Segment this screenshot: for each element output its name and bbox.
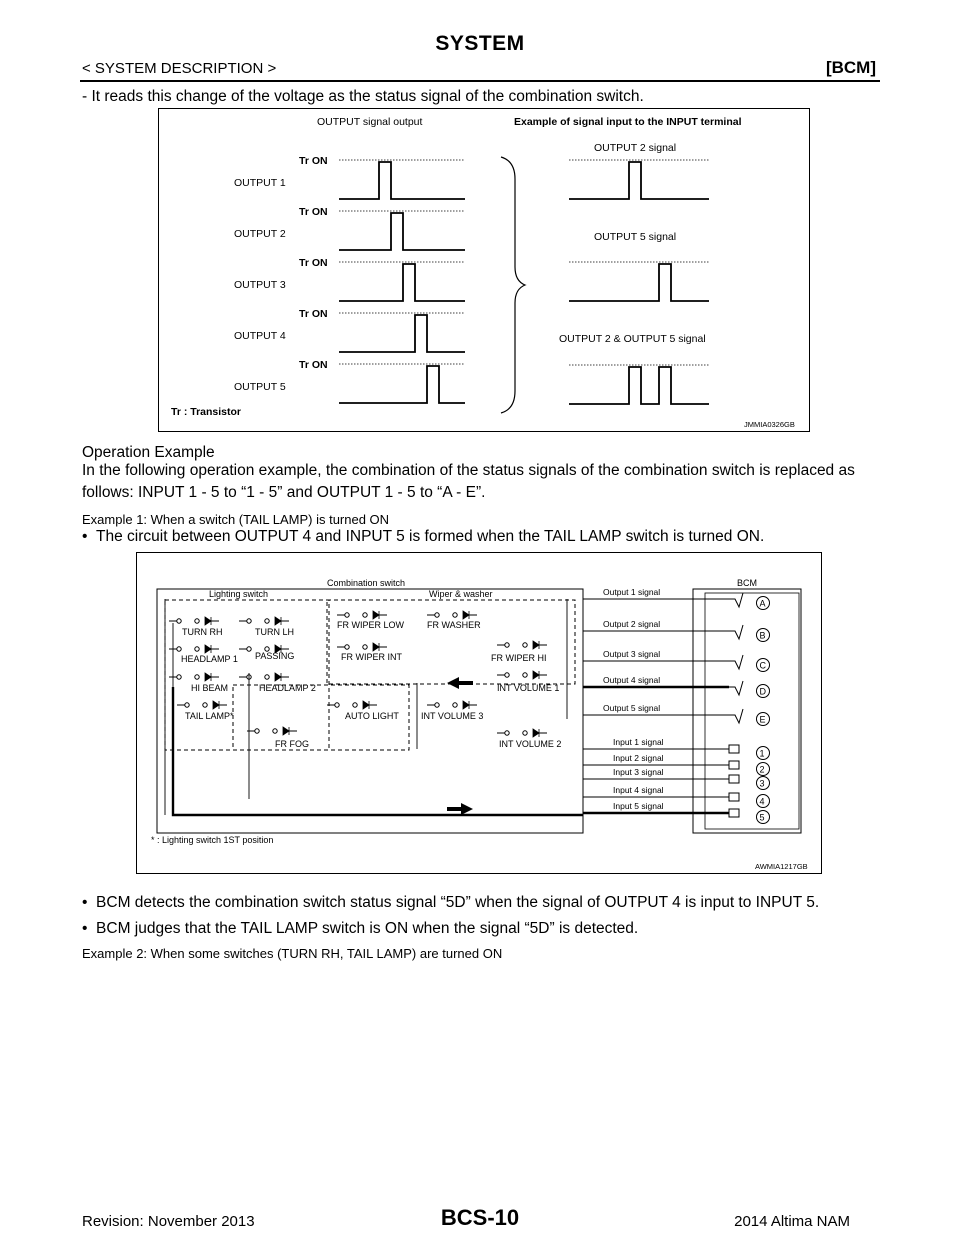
contact-icon	[195, 619, 199, 623]
signal-label: Input 2 signal	[613, 753, 664, 763]
diode-icon	[533, 641, 539, 649]
example-signal-label: OUTPUT 2 signal	[594, 142, 677, 154]
signal-label: Output 3 signal	[603, 649, 661, 659]
contact-icon	[353, 703, 357, 707]
contact-icon	[177, 647, 181, 651]
contact-icon	[505, 673, 509, 677]
contact-icon	[363, 645, 367, 649]
pulse-waveform	[339, 366, 465, 403]
diode-icon	[283, 727, 289, 735]
signal-label: Input 3 signal	[613, 767, 664, 777]
diode-icon	[533, 729, 539, 737]
wiper-washer-label: Wiper & washer	[429, 589, 493, 599]
contact-icon	[273, 729, 277, 733]
contact-icon	[195, 647, 199, 651]
terminal-label: 5	[759, 812, 765, 823]
contact-icon	[255, 729, 259, 733]
tr-on-label: Tr ON	[299, 155, 328, 167]
signal-label: Output 4 signal	[603, 675, 661, 685]
contact-icon	[435, 703, 439, 707]
output-label: OUTPUT 1	[234, 177, 286, 189]
bullet-mark: •	[82, 528, 97, 545]
example2-heading: Example 2: When some switches (TURN RH, TAIL LAMP) are turned ON	[82, 946, 503, 961]
terminal-label: D	[759, 686, 766, 697]
switch-label: FR WIPER LOW	[337, 620, 404, 630]
contact-icon	[363, 613, 367, 617]
terminal-label: C	[759, 660, 766, 671]
contact-icon	[453, 613, 457, 617]
contact-icon	[453, 703, 457, 707]
signal-label: Output 1 signal	[603, 587, 661, 597]
example-signal-label: OUTPUT 5 signal	[594, 231, 677, 243]
transistor-icon	[729, 655, 743, 669]
signal-label: Output 5 signal	[603, 703, 661, 713]
switch-label: INT VOLUME 1	[497, 683, 560, 693]
section-label: < SYSTEM DESCRIPTION >	[82, 60, 277, 77]
signal-label: Input 4 signal	[613, 785, 664, 795]
bullet2-text-2: BCM judges that the TAIL LAMP switch is ON when the signal “5D” is detected.	[96, 920, 639, 937]
switch-label: FR WIPER HI	[491, 653, 547, 663]
diode-icon	[275, 617, 281, 625]
switch-label: TURN RH	[182, 627, 223, 637]
switch-label: TAIL LAMP*	[185, 711, 234, 721]
diode-icon	[533, 671, 539, 679]
signal-timing-figure	[158, 108, 810, 432]
diode-icon	[275, 673, 281, 681]
contact-icon	[345, 645, 349, 649]
lighting-switch-label: Lighting switch	[209, 589, 269, 599]
footer-revision: Revision: November 2013	[82, 1213, 255, 1230]
bcm-label: BCM	[737, 578, 757, 588]
combination-switch-label: Combination switch	[327, 578, 406, 588]
switch-label: HI BEAM	[191, 683, 229, 693]
active-circuit	[173, 687, 583, 815]
fig1-right-heading: Example of signal input to the INPUT terminal	[514, 116, 742, 128]
fig1-code: JMMIA0326GB	[744, 420, 795, 429]
diode-icon	[463, 611, 469, 619]
page-title: SYSTEM	[435, 32, 525, 55]
terminal-label: B	[759, 630, 766, 641]
example-waveform	[569, 367, 709, 404]
switch-label: HEADLAMP 1	[181, 654, 238, 664]
switch-label: TURN LH	[255, 627, 295, 637]
terminal-label: 3	[759, 778, 765, 789]
list-item: • BCM detects the combination switch status signal “5D” when the signal of OUTPUT 4 is input to INPUT 5.	[82, 894, 820, 911]
contact-icon	[247, 619, 251, 623]
output-label: OUTPUT 3	[234, 279, 286, 291]
contact-icon	[505, 731, 509, 735]
switch-label: FR FOG	[275, 739, 309, 749]
output-label: OUTPUT 5	[234, 381, 286, 393]
switch-label: FR WASHER	[427, 620, 481, 630]
arrow-right-icon	[447, 803, 473, 815]
fig2-code: AWMIA1217GB	[755, 862, 808, 871]
switch-label: PASSING	[255, 651, 295, 661]
contact-icon	[523, 643, 527, 647]
contact-icon	[523, 673, 527, 677]
pulse-waveform	[339, 315, 465, 352]
transistor-icon	[729, 625, 743, 639]
transistor-icon	[729, 681, 743, 695]
pulse-waveform	[339, 213, 465, 250]
input-buffer-icon	[729, 793, 739, 801]
switch-label: INT VOLUME 2	[499, 739, 562, 749]
terminal-label: 1	[759, 748, 765, 759]
terminal-label: 2	[759, 764, 765, 775]
fig1-legend: Tr : Transistor	[171, 406, 242, 418]
switch-label: AUTO LIGHT	[345, 711, 399, 721]
terminal-label: 4	[759, 796, 765, 807]
tr-on-label: Tr ON	[299, 257, 328, 269]
diode-icon	[363, 701, 369, 709]
footer-model: 2014 Altima NAM	[734, 1213, 850, 1230]
contact-icon	[195, 675, 199, 679]
switch-label: HEADLAMP 2	[259, 683, 316, 693]
bullet2-text-1: BCM detects the combination switch status signal “5D” when the signal of OUTPUT 4 is input to INPUT 5.	[96, 894, 820, 911]
contact-icon	[523, 731, 527, 735]
contact-icon	[265, 619, 269, 623]
example-waveform	[569, 162, 709, 199]
signal-label: Input 1 signal	[613, 737, 664, 747]
diode-icon	[463, 701, 469, 709]
circuit-figure	[136, 552, 822, 874]
contact-icon	[505, 643, 509, 647]
signal-label: Input 5 signal	[613, 801, 664, 811]
intro-line: - It reads this change of the voltage as the status signal of the combination switch.	[82, 88, 644, 105]
contact-icon	[435, 613, 439, 617]
footer-page-number: BCS-10	[440, 1205, 520, 1230]
contact-icon	[247, 647, 251, 651]
switch-label: FR WIPER INT	[341, 652, 402, 662]
brace	[501, 157, 525, 413]
tr-on-label: Tr ON	[299, 206, 328, 218]
terminal-label: A	[759, 598, 766, 609]
output-label: OUTPUT 2	[234, 228, 286, 240]
pulse-waveform	[339, 264, 465, 301]
example-waveform	[569, 264, 709, 301]
contact-icon	[335, 703, 339, 707]
diode-icon	[373, 611, 379, 619]
diode-icon	[205, 617, 211, 625]
fig1-left-heading: OUTPUT signal output	[317, 116, 423, 128]
example1-heading: Example 1: When a switch (TAIL LAMP) is turned ON	[82, 512, 390, 527]
output-label: OUTPUT 4	[234, 330, 286, 342]
system-tag: [BCM]	[825, 58, 876, 77]
diode-icon	[213, 701, 219, 709]
pulse-waveform	[339, 162, 465, 199]
diode-icon	[205, 673, 211, 681]
input-buffer-icon	[729, 761, 739, 769]
input-buffer-icon	[729, 775, 739, 783]
bullet-list	[82, 892, 819, 940]
header-rule	[80, 80, 880, 82]
diode-icon	[373, 643, 379, 651]
transistor-icon	[729, 593, 743, 607]
list-item: • BCM judges that the TAIL LAMP switch is ON when the signal “5D” is detected.	[82, 920, 639, 937]
contact-icon	[177, 675, 181, 679]
diode-icon	[205, 645, 211, 653]
terminal-label: E	[759, 714, 766, 725]
tr-on-label: Tr ON	[299, 359, 328, 371]
input-buffer-icon	[729, 745, 739, 753]
example1-bullet	[82, 526, 764, 548]
operation-text: In the following operation example, the combination of the status signals of the combination switch is replaced as follows: INPUT 1 - 5 to “1 - 5” and OUTPUT 1 - 5 to “A - E”.	[82, 462, 855, 501]
switch-label: INT VOLUME 3	[421, 711, 484, 721]
contact-icon	[265, 675, 269, 679]
operation-heading: Operation Example	[82, 444, 215, 461]
example-signal-label: OUTPUT 2 & OUTPUT 5 signal	[559, 333, 706, 345]
contact-icon	[177, 619, 181, 623]
contact-icon	[203, 703, 207, 707]
signal-label: Output 2 signal	[603, 619, 661, 629]
tr-on-label: Tr ON	[299, 308, 328, 320]
contact-icon	[185, 703, 189, 707]
transistor-icon	[729, 709, 743, 723]
contact-icon	[345, 613, 349, 617]
input-buffer-icon	[729, 809, 739, 817]
fig2-note: * : Lighting switch 1ST position	[151, 835, 274, 845]
arrow-left-icon	[447, 677, 473, 689]
example1-bullet-text: The circuit between OUTPUT 4 and INPUT 5 is formed when the TAIL LAMP switch is turned ON.	[96, 528, 765, 545]
